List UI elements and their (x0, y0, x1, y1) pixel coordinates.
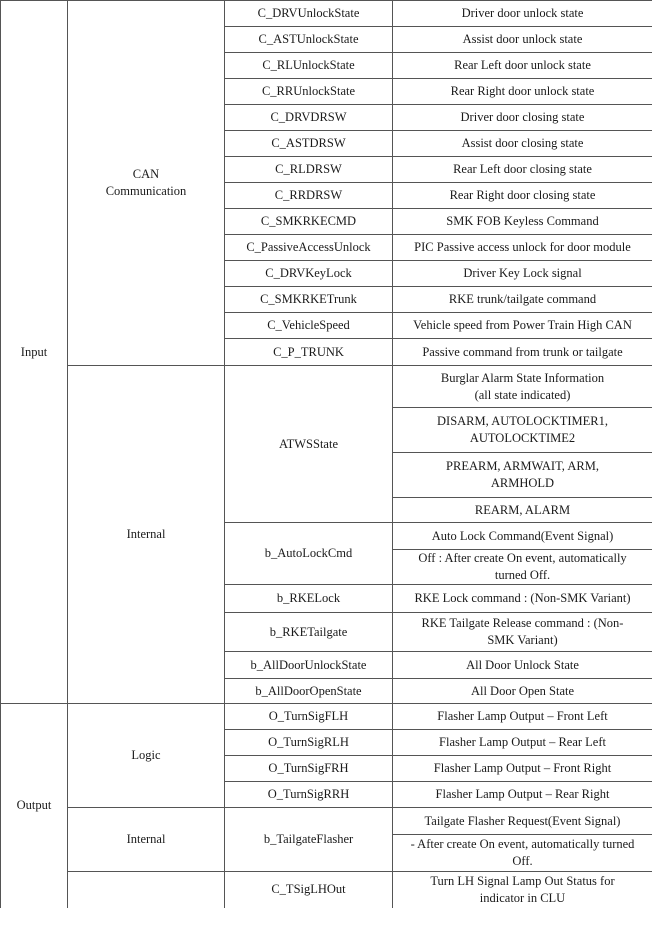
table-row (1, 872, 652, 908)
signal-name-cell: C_ASTUnlockState (225, 27, 393, 53)
signal-description-cell: Vehicle speed from Power Train High CAN (393, 313, 652, 339)
signal-name-cell: b_RKETailgate (225, 613, 393, 652)
signal-name-cell: b_AllDoorUnlockState (225, 652, 393, 679)
signal-description-cell: Flasher Lamp Output – Rear Right (393, 782, 652, 808)
table-row (1, 366, 652, 408)
signal-name-cell: C_P_TRUNK (225, 339, 393, 366)
signal-description-cell: Driver door unlock state (393, 1, 652, 27)
signal-description-cell: Auto Lock Command(Event Signal) (393, 523, 652, 550)
signal-description-cell: Rear Right door closing state (393, 183, 652, 209)
signal-description-cell: DISARM, AUTOLOCKTIMER1, AUTOLOCKTIME2 (393, 408, 652, 453)
signal-description-cell: All Door Unlock State (393, 652, 652, 679)
signal-description-cell: RKE trunk/tailgate command (393, 287, 652, 313)
signal-name-cell: C_DRVUnlockState (225, 1, 393, 27)
signal-name-cell: O_TurnSigFLH (225, 704, 393, 730)
signal-description-cell: PREARM, ARMWAIT, ARM, ARMHOLD (393, 453, 652, 498)
signal-name-cell: C_RRUnlockState (225, 79, 393, 105)
subgroup-cell: Internal (68, 808, 225, 872)
signal-name-cell: C_TSigLHOut (225, 872, 393, 908)
signal-description-cell: Burglar Alarm State Information (all state indicated) (393, 366, 652, 408)
signal-description-cell: Passive command from trunk or tailgate (393, 339, 652, 366)
signal-description-cell: PIC Passive access unlock for door module (393, 235, 652, 261)
signal-name-cell: C_ASTDRSW (225, 131, 393, 157)
signal-description-cell: Flasher Lamp Output – Rear Left (393, 730, 652, 756)
signal-name-cell: C_SMKRKECMD (225, 209, 393, 235)
signal-name-cell: C_DRVDRSW (225, 105, 393, 131)
table-row (1, 1, 652, 27)
signal-name-cell: C_PassiveAccessUnlock (225, 235, 393, 261)
signal-name-cell: ATWSState (225, 366, 393, 523)
signal-name-cell: O_TurnSigFRH (225, 756, 393, 782)
signal-description-cell: Off : After create On event, automatically turned Off. (393, 550, 652, 585)
signal-name-cell: b_AutoLockCmd (225, 523, 393, 585)
signal-name-cell: O_TurnSigRRH (225, 782, 393, 808)
signal-description-cell: RKE Tailgate Release command : (Non- SMK Variant) (393, 613, 652, 652)
signal-name-cell: b_RKELock (225, 585, 393, 613)
signal-description-cell: SMK FOB Keyless Command (393, 209, 652, 235)
signal-name-cell: C_RLDRSW (225, 157, 393, 183)
signal-description-cell: Tailgate Flasher Request(Event Signal) (393, 808, 652, 835)
table-row (1, 704, 652, 730)
signal-description-cell: Flasher Lamp Output – Front Right (393, 756, 652, 782)
table-row (1, 808, 652, 835)
signal-name-cell: b_TailgateFlasher (225, 808, 393, 872)
signal-description-cell: All Door Open State (393, 679, 652, 704)
category-cell: Input (1, 1, 68, 704)
subgroup-cell: Logic (68, 704, 225, 808)
signal-description-cell: Rear Left door closing state (393, 157, 652, 183)
signal-name-cell: C_RLUnlockState (225, 53, 393, 79)
signal-description-cell: Driver Key Lock signal (393, 261, 652, 287)
signal-name-cell: C_DRVKeyLock (225, 261, 393, 287)
subgroup-cell: CAN Communication (68, 1, 225, 366)
signal-description-cell: REARM, ALARM (393, 498, 652, 523)
signal-description-cell: Turn LH Signal Lamp Out Status for indicator in CLU (393, 872, 652, 908)
signal-description-cell: Rear Left door unlock state (393, 53, 652, 79)
signal-description-cell: - After create On event, automatically turned Off. (393, 835, 652, 872)
signal-name-cell: C_SMKRKETrunk (225, 287, 393, 313)
subgroup-cell: Internal (68, 366, 225, 704)
subgroup-cell (68, 872, 225, 908)
signal-description-cell: Rear Right door unlock state (393, 79, 652, 105)
signal-name-cell: C_RRDRSW (225, 183, 393, 209)
category-cell: Output (1, 704, 68, 908)
signal-description-cell: Assist door unlock state (393, 27, 652, 53)
signal-name-cell: O_TurnSigRLH (225, 730, 393, 756)
signal-description-cell: Driver door closing state (393, 105, 652, 131)
signal-description-cell: Flasher Lamp Output – Front Left (393, 704, 652, 730)
signal-name-cell: C_VehicleSpeed (225, 313, 393, 339)
signal-description-cell: RKE Lock command : (Non-SMK Variant) (393, 585, 652, 613)
signal-name-cell: b_AllDoorOpenState (225, 679, 393, 704)
signal-description-cell: Assist door closing state (393, 131, 652, 157)
